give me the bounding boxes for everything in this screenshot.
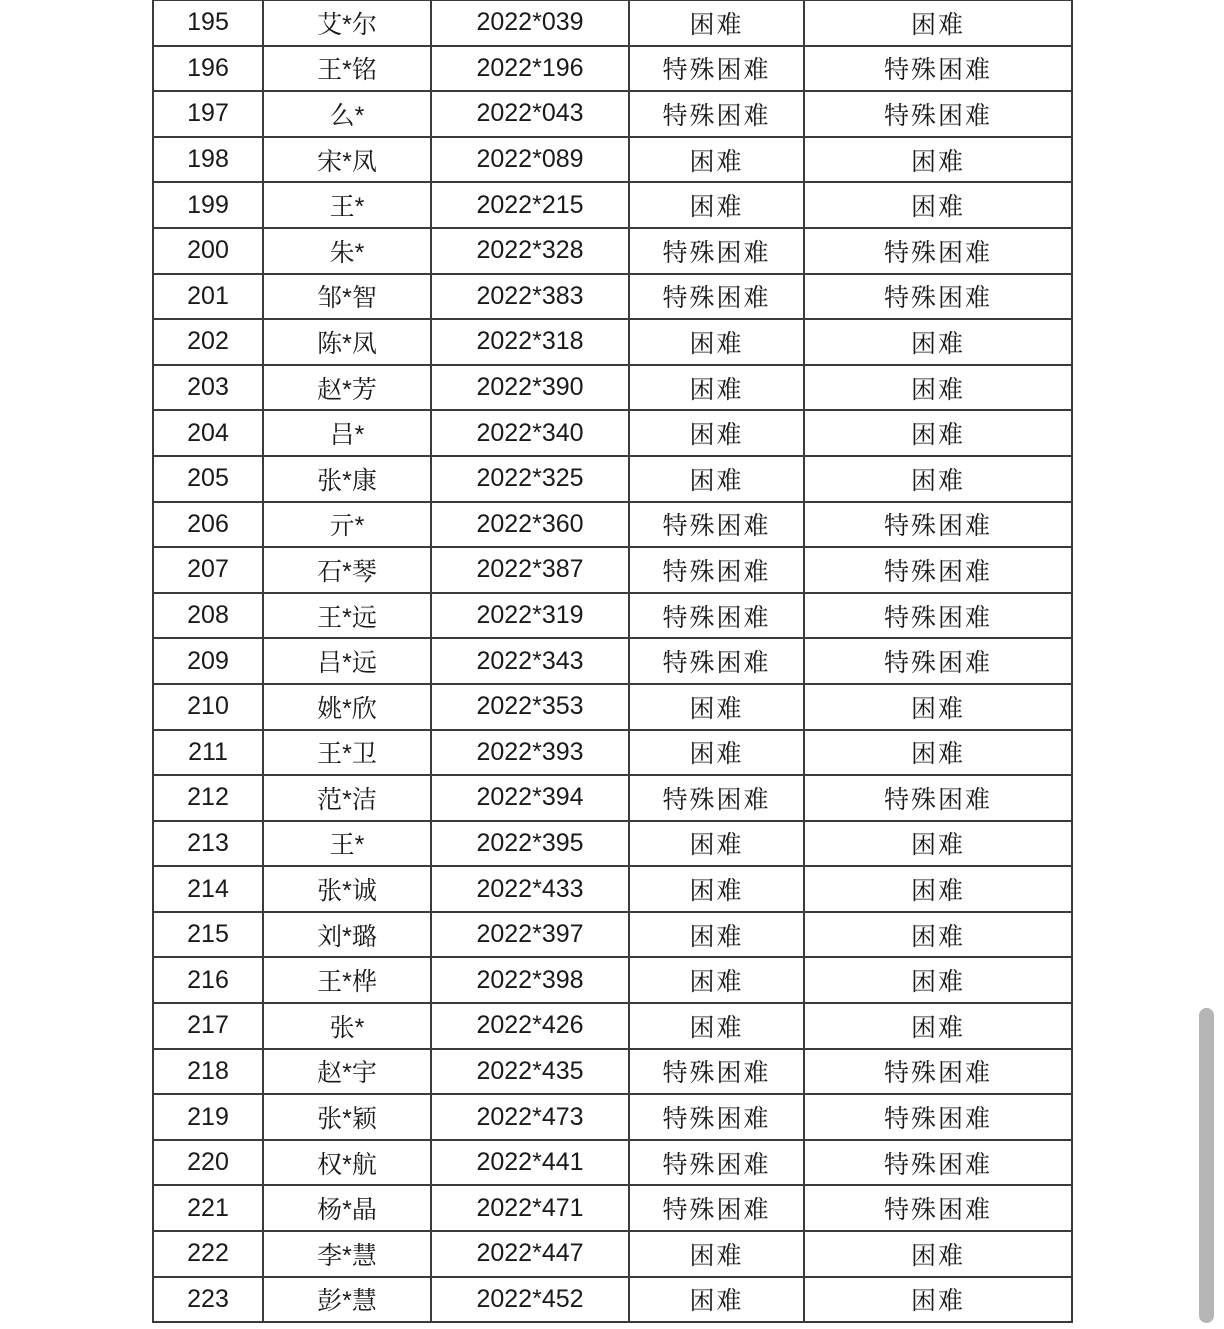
cell-name: 吕* (263, 410, 431, 456)
cell-no: 196 (153, 46, 263, 92)
table-row (153, 684, 1072, 730)
cell-cat2: 困难 (804, 365, 1072, 411)
table-row (153, 1185, 1072, 1231)
cell-name: 张*诚 (263, 866, 431, 912)
cell-code: 2022*398 (431, 957, 629, 1003)
table-row (153, 730, 1072, 776)
cell-code: 2022*328 (431, 228, 629, 274)
cell-code: 2022*353 (431, 684, 629, 730)
cell-cat1: 困难 (629, 1003, 804, 1049)
table-row (153, 502, 1072, 548)
cell-name: 姚*欣 (263, 684, 431, 730)
cell-cat2: 困难 (804, 319, 1072, 365)
cell-cat2: 困难 (804, 137, 1072, 183)
cell-name: 刘*璐 (263, 912, 431, 958)
cell-cat1: 困难 (629, 410, 804, 456)
cell-cat1: 困难 (629, 0, 804, 46)
cell-no: 223 (153, 1277, 263, 1323)
table-row (153, 1231, 1072, 1277)
cell-name: 艾*尔 (263, 0, 431, 46)
cell-cat2: 特殊困难 (804, 228, 1072, 274)
cell-cat2: 困难 (804, 0, 1072, 46)
cell-cat2: 困难 (804, 912, 1072, 958)
cell-name: 王*卫 (263, 730, 431, 776)
cell-code: 2022*340 (431, 410, 629, 456)
cell-name: 朱* (263, 228, 431, 274)
table-row (153, 1277, 1072, 1323)
cell-no: 216 (153, 957, 263, 1003)
cell-no: 202 (153, 319, 263, 365)
cell-name: 陈*凤 (263, 319, 431, 365)
cell-no: 219 (153, 1094, 263, 1140)
table-row (153, 912, 1072, 958)
table-row (153, 365, 1072, 411)
cell-name: 彭*慧 (263, 1277, 431, 1323)
cell-no: 213 (153, 821, 263, 867)
cell-no: 201 (153, 274, 263, 320)
cell-name: 张*颖 (263, 1094, 431, 1140)
cell-no: 210 (153, 684, 263, 730)
cell-no: 209 (153, 638, 263, 684)
cell-no: 199 (153, 182, 263, 228)
cell-no: 215 (153, 912, 263, 958)
cell-cat2: 特殊困难 (804, 1140, 1072, 1186)
cell-code: 2022*473 (431, 1094, 629, 1140)
cell-cat1: 困难 (629, 1231, 804, 1277)
cell-cat2: 特殊困难 (804, 638, 1072, 684)
cell-cat2: 困难 (804, 730, 1072, 776)
cell-code: 2022*397 (431, 912, 629, 958)
cell-code: 2022*215 (431, 182, 629, 228)
cell-code: 2022*447 (431, 1231, 629, 1277)
table-row (153, 593, 1072, 639)
cell-code: 2022*452 (431, 1277, 629, 1323)
cell-code: 2022*196 (431, 46, 629, 92)
cell-cat2: 特殊困难 (804, 775, 1072, 821)
vertical-scrollbar-thumb[interactable] (1199, 1008, 1214, 1323)
beneficiary-table (152, 0, 1073, 1323)
cell-cat1: 特殊困难 (629, 1049, 804, 1095)
cell-code: 2022*433 (431, 866, 629, 912)
table-row (153, 182, 1072, 228)
cell-code: 2022*325 (431, 456, 629, 502)
cell-code: 2022*318 (431, 319, 629, 365)
table-row (153, 821, 1072, 867)
cell-cat1: 困难 (629, 137, 804, 183)
cell-code: 2022*383 (431, 274, 629, 320)
cell-cat1: 特殊困难 (629, 775, 804, 821)
table-row (153, 319, 1072, 365)
cell-no: 195 (153, 0, 263, 46)
cell-name: 宋*凤 (263, 137, 431, 183)
cell-cat1: 特殊困难 (629, 638, 804, 684)
cell-cat2: 困难 (804, 957, 1072, 1003)
cell-no: 208 (153, 593, 263, 639)
cell-no: 217 (153, 1003, 263, 1049)
cell-code: 2022*387 (431, 547, 629, 593)
cell-cat1: 特殊困难 (629, 502, 804, 548)
cell-no: 197 (153, 91, 263, 137)
cell-no: 206 (153, 502, 263, 548)
cell-cat1: 特殊困难 (629, 1140, 804, 1186)
table-row (153, 91, 1072, 137)
table-row (153, 410, 1072, 456)
cell-code: 2022*471 (431, 1185, 629, 1231)
cell-cat1: 特殊困难 (629, 547, 804, 593)
cell-name: 李*慧 (263, 1231, 431, 1277)
cell-code: 2022*393 (431, 730, 629, 776)
table-row (153, 638, 1072, 684)
cell-cat2: 特殊困难 (804, 547, 1072, 593)
cell-cat2: 困难 (804, 866, 1072, 912)
cell-name: 吕*远 (263, 638, 431, 684)
cell-code: 2022*360 (431, 502, 629, 548)
cell-name: 王* (263, 821, 431, 867)
cell-no: 200 (153, 228, 263, 274)
cell-name: 范*洁 (263, 775, 431, 821)
cell-cat1: 困难 (629, 319, 804, 365)
table-row (153, 1003, 1072, 1049)
cell-name: 赵*宇 (263, 1049, 431, 1095)
cell-code: 2022*043 (431, 91, 629, 137)
table-row (153, 46, 1072, 92)
table-row (153, 1049, 1072, 1095)
cell-cat1: 困难 (629, 684, 804, 730)
table-row (153, 0, 1072, 46)
cell-name: 赵*芳 (263, 365, 431, 411)
cell-cat1: 困难 (629, 912, 804, 958)
table-row (153, 1094, 1072, 1140)
cell-cat2: 困难 (804, 821, 1072, 867)
cell-cat2: 困难 (804, 182, 1072, 228)
cell-cat1: 特殊困难 (629, 228, 804, 274)
cell-no: 222 (153, 1231, 263, 1277)
cell-cat1: 困难 (629, 866, 804, 912)
cell-cat1: 困难 (629, 821, 804, 867)
cell-code: 2022*319 (431, 593, 629, 639)
cell-no: 204 (153, 410, 263, 456)
cell-cat1: 特殊困难 (629, 46, 804, 92)
cell-name: 张* (263, 1003, 431, 1049)
cell-cat2: 困难 (804, 1277, 1072, 1323)
cell-cat1: 困难 (629, 456, 804, 502)
cell-no: 221 (153, 1185, 263, 1231)
table-row (153, 866, 1072, 912)
cell-name: 杨*晶 (263, 1185, 431, 1231)
table-row (153, 1140, 1072, 1186)
cell-name: 王*远 (263, 593, 431, 639)
cell-cat2: 特殊困难 (804, 46, 1072, 92)
table-row (153, 228, 1072, 274)
cell-cat2: 困难 (804, 684, 1072, 730)
cell-no: 211 (153, 730, 263, 776)
cell-no: 203 (153, 365, 263, 411)
cell-no: 212 (153, 775, 263, 821)
table-row (153, 957, 1072, 1003)
cell-name: 王* (263, 182, 431, 228)
cell-code: 2022*426 (431, 1003, 629, 1049)
cell-cat1: 困难 (629, 365, 804, 411)
table-row (153, 547, 1072, 593)
cell-cat1: 困难 (629, 730, 804, 776)
table-row (153, 775, 1072, 821)
cell-code: 2022*441 (431, 1140, 629, 1186)
cell-cat2: 特殊困难 (804, 593, 1072, 639)
cell-code: 2022*395 (431, 821, 629, 867)
cell-no: 214 (153, 866, 263, 912)
cell-code: 2022*089 (431, 137, 629, 183)
cell-no: 220 (153, 1140, 263, 1186)
cell-cat2: 特殊困难 (804, 274, 1072, 320)
cell-name: 么* (263, 91, 431, 137)
cell-code: 2022*435 (431, 1049, 629, 1095)
cell-cat2: 特殊困难 (804, 91, 1072, 137)
cell-name: 王*铭 (263, 46, 431, 92)
cell-cat1: 特殊困难 (629, 91, 804, 137)
cell-cat2: 特殊困难 (804, 1094, 1072, 1140)
cell-code: 2022*039 (431, 0, 629, 46)
cell-cat2: 困难 (804, 1231, 1072, 1277)
table-row (153, 456, 1072, 502)
cell-name: 亓* (263, 502, 431, 548)
cell-cat2: 困难 (804, 1003, 1072, 1049)
cell-code: 2022*343 (431, 638, 629, 684)
cell-cat1: 特殊困难 (629, 1185, 804, 1231)
cell-name: 邹*智 (263, 274, 431, 320)
cell-cat1: 困难 (629, 182, 804, 228)
cell-name: 石*琴 (263, 547, 431, 593)
cell-cat1: 困难 (629, 1277, 804, 1323)
cell-cat2: 困难 (804, 456, 1072, 502)
cell-cat1: 特殊困难 (629, 274, 804, 320)
cell-name: 张*康 (263, 456, 431, 502)
cell-cat2: 特殊困难 (804, 502, 1072, 548)
cell-cat1: 特殊困难 (629, 1094, 804, 1140)
cell-cat2: 特殊困难 (804, 1049, 1072, 1095)
table-row (153, 137, 1072, 183)
cell-cat1: 特殊困难 (629, 593, 804, 639)
cell-no: 207 (153, 547, 263, 593)
cell-code: 2022*390 (431, 365, 629, 411)
cell-code: 2022*394 (431, 775, 629, 821)
cell-cat2: 特殊困难 (804, 1185, 1072, 1231)
cell-no: 198 (153, 137, 263, 183)
cell-no: 205 (153, 456, 263, 502)
cell-cat1: 困难 (629, 957, 804, 1003)
cell-cat2: 困难 (804, 410, 1072, 456)
table-container (152, 0, 1073, 1323)
table-body (153, 0, 1072, 1322)
cell-name: 权*航 (263, 1140, 431, 1186)
cell-no: 218 (153, 1049, 263, 1095)
table-row (153, 274, 1072, 320)
cell-name: 王*桦 (263, 957, 431, 1003)
